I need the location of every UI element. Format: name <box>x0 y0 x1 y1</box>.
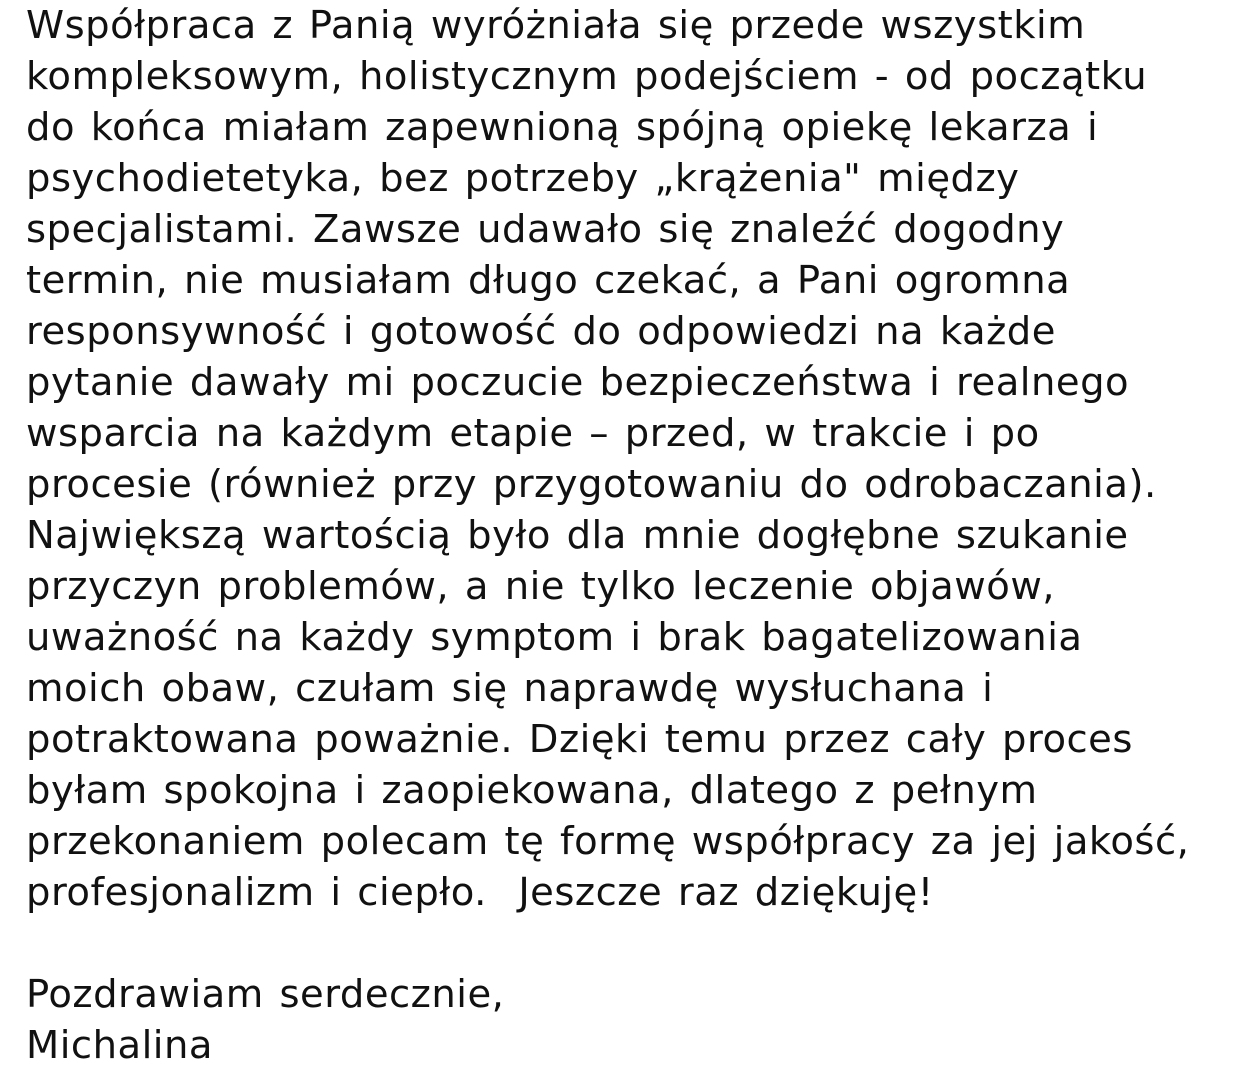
body-line: przekonaniem polecam tę formę współpracy za jej jakość, <box>26 819 1190 864</box>
body-line: wsparcia na każdym etapie – przed, w trakcie i po <box>26 411 1040 456</box>
body-line: moich obaw, czułam się naprawdę wysłuchana i <box>26 666 994 711</box>
body-line: procesie (również przy przygotowaniu do odrobaczania). <box>26 462 1157 507</box>
body-line: psychodietetyka, bez potrzeby „krążenia" między <box>26 156 1020 201</box>
testimonial-text <box>26 0 1226 1071</box>
blank-line <box>26 918 1226 969</box>
body-line: przyczyn problemów, a nie tylko leczenie objawów, <box>26 564 1056 609</box>
body-line: potraktowana poważnie. Dzięki temu przez cały proces <box>26 717 1133 762</box>
body-line: specjalistami. Zawsze udawało się znaleźć dogodny <box>26 207 1065 252</box>
body-line: kompleksowym, holistycznym podejściem - od początku <box>26 54 1148 99</box>
closing-greeting: Pozdrawiam serdecznie, <box>26 972 505 1017</box>
body-line: do końca miałam zapewnioną spójną opiekę lekarza i <box>26 105 1099 150</box>
body-line: Największą wartością było dla mnie dogłębne szukanie <box>26 513 1129 558</box>
body-line: termin, nie musiałam długo czekać, a Pani ogromna <box>26 258 1071 303</box>
body-line: responsywność i gotowość do odpowiedzi na każde <box>26 309 1056 354</box>
body-line: profesjonalizm i ciepło. Jeszcze raz dziękuję! <box>26 870 934 915</box>
body-line: byłam spokojna i zaopiekowana, dlatego z pełnym <box>26 768 1038 813</box>
signature: Michalina <box>26 1023 213 1068</box>
body-line: uważność na każdy symptom i brak bagatelizowania <box>26 615 1083 660</box>
body-line: Współpraca z Panią wyróżniała się przede wszystkim <box>26 3 1086 48</box>
body-line: pytanie dawały mi poczucie bezpieczeństwa i realnego <box>26 360 1130 405</box>
